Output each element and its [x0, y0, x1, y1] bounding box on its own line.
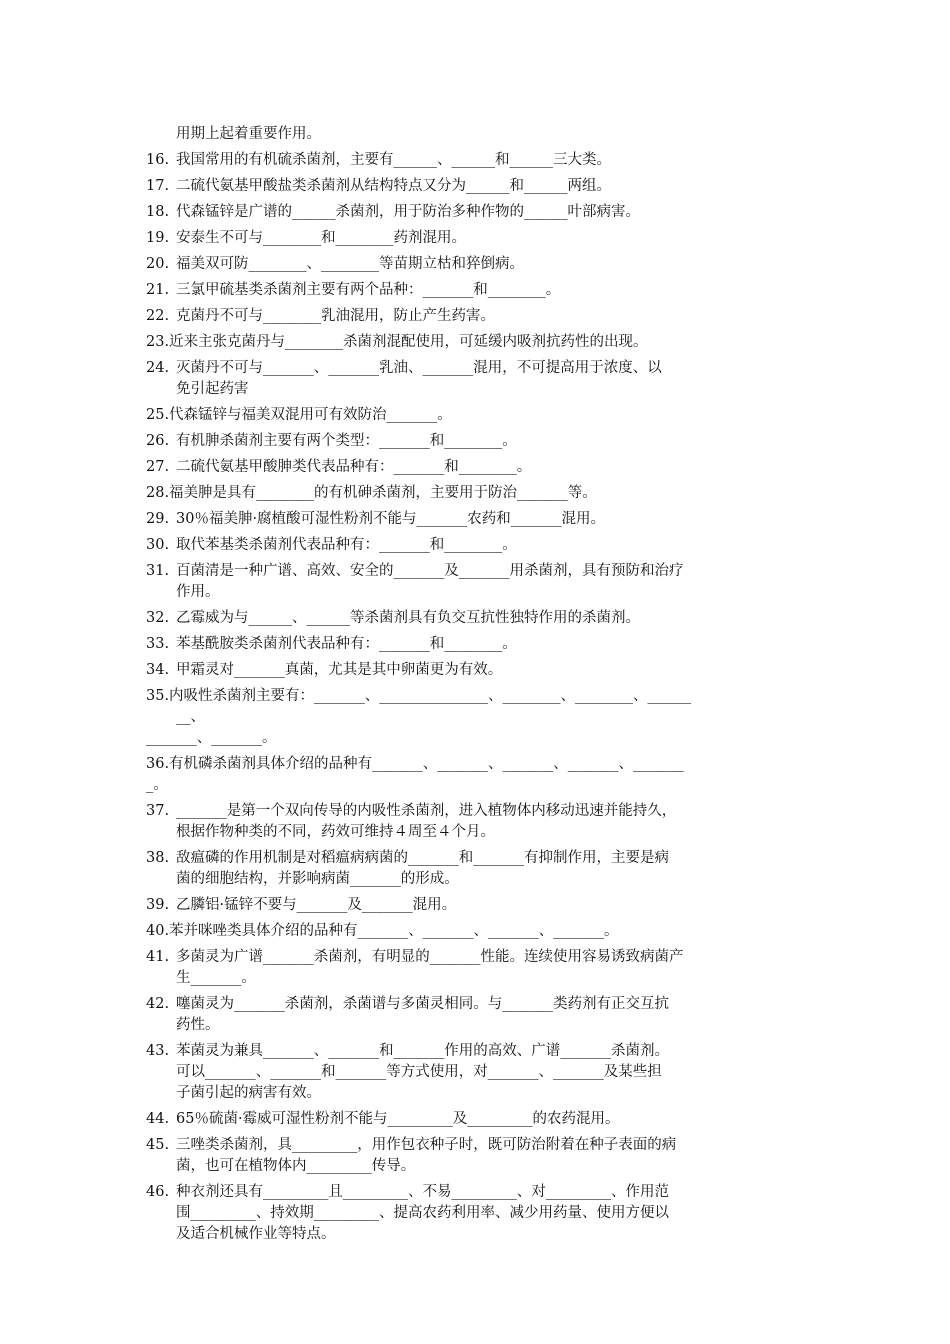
- continuation-line: [146, 124, 812, 145]
- question-number: 38.: [146, 850, 170, 866]
- question-text-cont: 围_________、持效期_________、提高农药利用率、减少用药量、使用方便以: [176, 1205, 669, 1221]
- question-text: 苯基酰胺类杀菌剂代表品种有：_______和________。: [176, 636, 517, 652]
- question-text-cont: 药性。: [176, 1017, 220, 1033]
- question-text: 23.近来主张克菌丹与________杀菌剂混配使用，可延缓内吸剂抗药性的出现。: [146, 334, 648, 350]
- question-number: 45.: [146, 1137, 170, 1153]
- question-number: 18.: [146, 204, 170, 220]
- question-text-cont: _______、_______。: [146, 730, 277, 746]
- question-number: 37.: [146, 803, 170, 819]
- question-number: 32.: [146, 610, 170, 626]
- question-number: 41.: [146, 949, 170, 965]
- question-33: [146, 634, 812, 655]
- question-32: [146, 608, 812, 629]
- question-23: [146, 332, 812, 353]
- question-number: 22.: [146, 308, 170, 324]
- question-27: [146, 457, 812, 478]
- question-25: [146, 405, 812, 426]
- question-text: 苯菌灵为兼具_______、_______和_______作用的高效、广谱_______杀菌剂。: [176, 1043, 669, 1059]
- question-number: 33.: [146, 636, 170, 652]
- question-text-cont: 及适合机械作业等特点。: [176, 1226, 336, 1242]
- question-text: _______是第一个双向传导的内吸性杀菌剂，进入植物体内移动迅速并能持久，: [176, 803, 677, 819]
- question-text-cont: 作用。: [176, 584, 220, 600]
- question-text: 我国常用的有机硫杀菌剂，主要有______、______和______三大类。: [176, 152, 611, 168]
- question-text: 福美双可防________、________等苗期立枯和猝倒病。: [176, 256, 524, 272]
- question-45: [146, 1135, 812, 1177]
- question-34: [146, 660, 812, 681]
- question-38: [146, 848, 812, 890]
- question-46: [146, 1182, 812, 1245]
- document-page: [146, 124, 812, 1250]
- question-16: [146, 150, 812, 171]
- question-text: 多菌灵为广谱_______杀菌剂，有明显的_______性能。连续使用容易诱致病菌产: [176, 949, 684, 965]
- question-text: 二硫代氨基甲酸盐类杀菌剂从结构特点又分为______和______两组。: [176, 178, 611, 194]
- question-number: 39.: [146, 897, 170, 913]
- question-text-cont: 生_______。: [176, 970, 256, 986]
- question-text-cont: _。: [146, 777, 168, 793]
- question-text: 取代苯基类杀菌剂代表品种有：_______和________。: [176, 537, 517, 553]
- question-26: [146, 431, 812, 452]
- question-20: [146, 254, 812, 275]
- question-text: 三唑类杀菌剂，具_________，用作包衣种子时，既可防治附着在种子表面的病: [176, 1137, 677, 1153]
- question-text: 30％福美胂·腐植酸可湿性粉剂不能与_______农药和_______混用。: [176, 511, 606, 527]
- question-number: 24.: [146, 360, 170, 376]
- question-text: 乙霉威为与______、______等杀菌剂具有负交互抗性独特作用的杀菌剂。: [176, 610, 640, 626]
- question-number: 29.: [146, 511, 170, 527]
- question-text: 乙膦铝·锰锌不要与_______及_______混用。: [176, 897, 457, 913]
- question-number: 20.: [146, 256, 170, 272]
- question-22: [146, 306, 812, 327]
- question-17: [146, 176, 812, 197]
- question-text: 甲霜灵对_______真菌，尤其是其中卵菌更为有效。: [176, 662, 503, 678]
- question-text-cont: 免引起药害: [176, 381, 249, 397]
- question-21: [146, 280, 812, 301]
- question-text: 克菌丹不可与________乳油混用，防止产生药害。: [176, 308, 495, 324]
- text-line: 用期上起着重要作用。: [176, 126, 321, 142]
- question-number: 16.: [146, 152, 170, 168]
- question-number: 21.: [146, 282, 170, 298]
- question-text: 三氯甲硫基类杀菌剂主要有两个品种：_______和________。: [176, 282, 561, 298]
- question-42: [146, 994, 812, 1036]
- question-31: [146, 561, 812, 603]
- question-18: [146, 202, 812, 223]
- question-number: 31.: [146, 563, 170, 579]
- question-number: 43.: [146, 1043, 170, 1059]
- question-37: [146, 801, 812, 843]
- question-text: 35.内吸性杀菌剂主要有：_______、_______________、________、________、______: [146, 688, 692, 704]
- question-30: [146, 535, 812, 556]
- question-39: [146, 895, 812, 916]
- question-36: [146, 754, 812, 796]
- question-text-cont: 根据作物种类的不同，药效可维持４周至４个月。: [176, 824, 495, 840]
- question-number: 26.: [146, 433, 170, 449]
- question-29: [146, 509, 812, 530]
- question-text: 安泰生不可与________和________药剂混用。: [176, 230, 466, 246]
- question-text-cont: 菌的细胞结构，并影响病菌_______的形成。: [176, 871, 459, 887]
- question-number: 19.: [146, 230, 170, 246]
- question-number: 17.: [146, 178, 170, 194]
- question-text: 36.有机磷杀菌剂具体介绍的品种有_______、_______、_______、_______、_______: [146, 756, 684, 772]
- question-text: 28.福美胂是具有________的有机砷杀菌剂，主要用于防治_______等。: [146, 485, 597, 501]
- question-24: [146, 358, 812, 400]
- question-41: [146, 947, 812, 989]
- question-35: [146, 686, 812, 749]
- question-number: 30.: [146, 537, 170, 553]
- question-text: 敌瘟磷的作用机制是对稻瘟病病菌的_______和_______有抑制作用，主要是病: [176, 850, 669, 866]
- question-text: 有机胂杀菌剂主要有两个类型：_______和________。: [176, 433, 517, 449]
- question-text: 25.代森锰锌与福美双混用可有效防治_______。: [146, 407, 452, 423]
- question-28: [146, 483, 812, 504]
- question-number: 44.: [146, 1111, 170, 1127]
- question-text: 65％硫菌·霉威可湿性粉剂不能与_________及_________的农药混用。: [176, 1111, 620, 1127]
- question-text-cont: 可以_______、_______和_______等方式使用，对_______、_______及某些担: [176, 1064, 662, 1080]
- question-text-cont: __、: [176, 709, 205, 725]
- question-number: 46.: [146, 1184, 170, 1200]
- question-number: 27.: [146, 459, 170, 475]
- question-text: 代森锰锌是广谱的______杀菌剂，用于防治多种作物的______叶部病害。: [176, 204, 640, 220]
- question-text: 百菌清是一种广谱、高效、安全的_______及_______用杀菌剂，具有预防和治疗: [176, 563, 684, 579]
- question-44: [146, 1109, 812, 1130]
- question-text: 灭菌丹不可与_______、_______乳油、_______混用，不可提高用于浓度、以: [176, 360, 662, 376]
- question-text: 二硫代氨基甲酸胂类代表品种有：_______和________。: [176, 459, 532, 475]
- question-text-cont: 菌，也可在植物体内_________传导。: [176, 1158, 416, 1174]
- question-text: 种衣剂还具有_________且_________、不易_________、对_________、作用范: [176, 1184, 669, 1200]
- question-number: 42.: [146, 996, 170, 1012]
- question-text: 40.苯并咪唑类具体介绍的品种有_______、_______、_______、_______。: [146, 923, 619, 939]
- question-text: 噻菌灵为_______杀菌剂，杀菌谱与多菌灵相同。与_______类药剂有正交互抗: [176, 996, 669, 1012]
- question-40: [146, 921, 812, 942]
- question-number: 34.: [146, 662, 170, 678]
- question-text-cont: 子菌引起的病害有效。: [176, 1085, 321, 1101]
- question-43: [146, 1041, 812, 1104]
- question-19: [146, 228, 812, 249]
